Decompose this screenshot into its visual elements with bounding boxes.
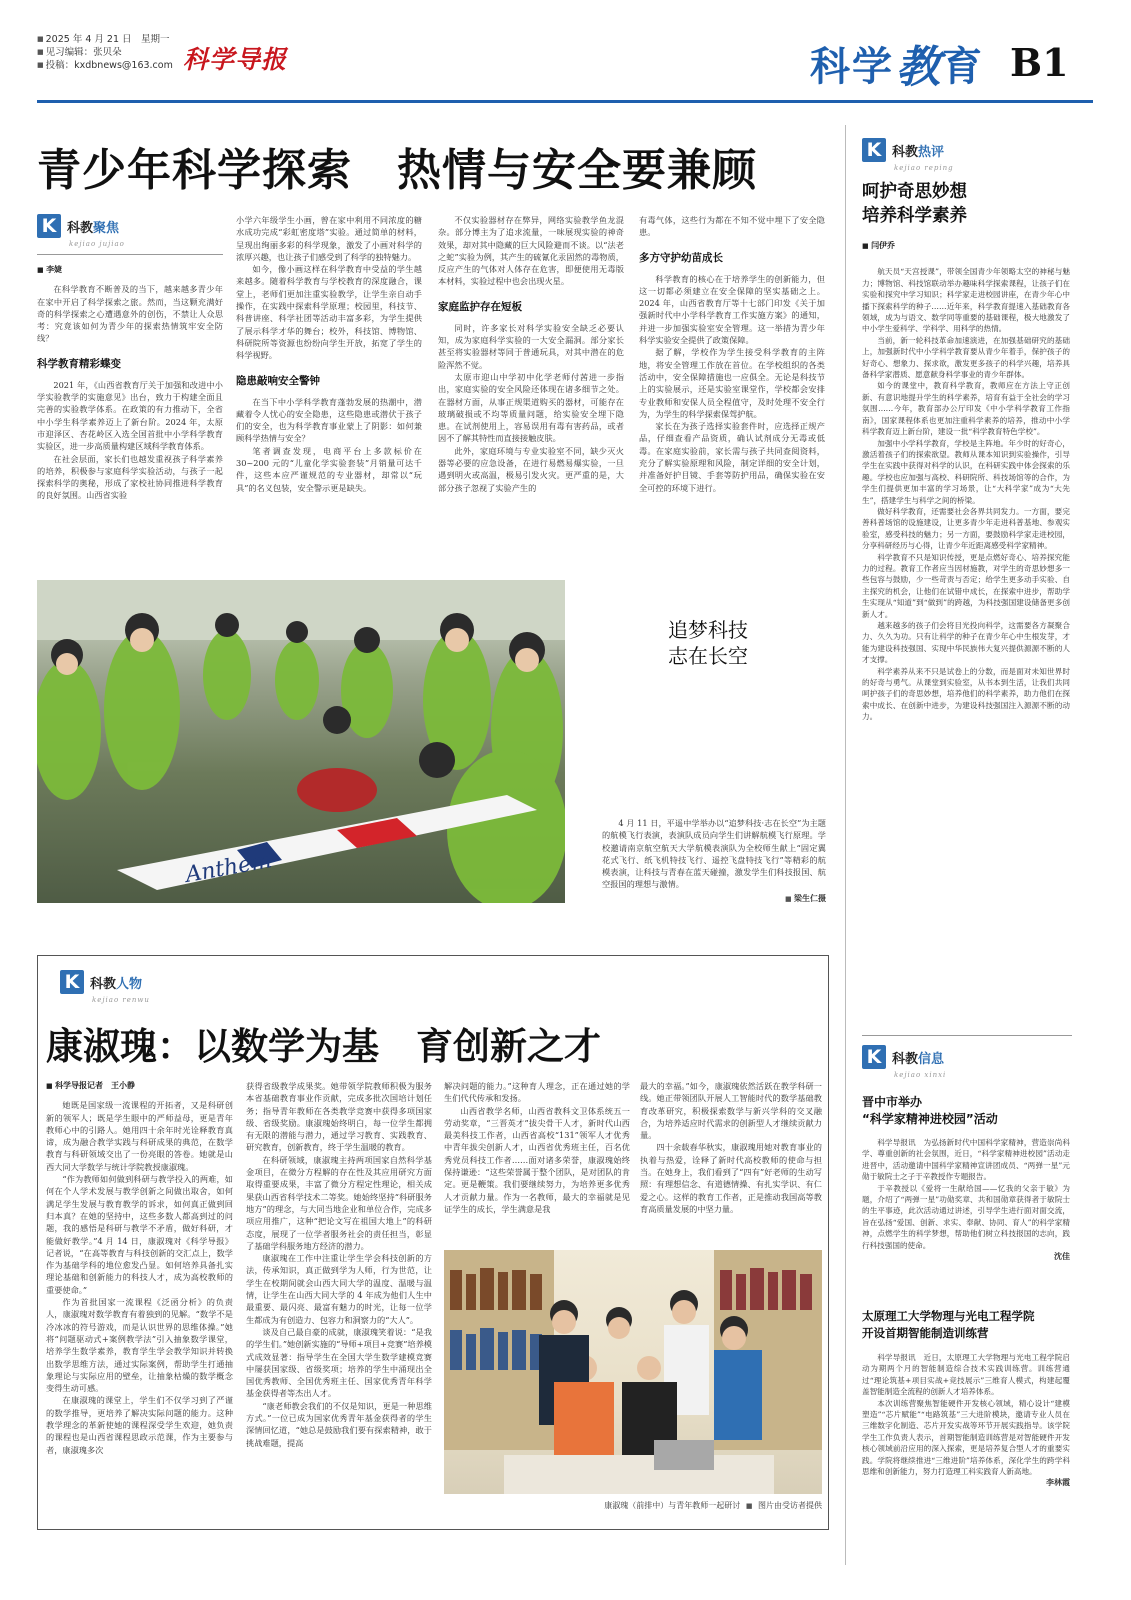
commentary-paragraph: 当前，新一轮科技革命加速演进，在加强基础研究的基础上，加强新时代中小学科学教育要从青少年着手，保护孩子的好奇心、想象力、探求欲，激发更多孩子的科学兴趣，培养具备科学家潜质、愿意献身科学事业的青少年群体。 (862, 335, 1070, 380)
commentary-author: ■ 闫伊乔 (862, 240, 1070, 252)
right-column-divider (845, 125, 846, 1565)
column-label-highlight: 人物 (116, 976, 143, 992)
section-title-part1: 科学 (810, 43, 894, 90)
section-title-part3: 育 (942, 43, 982, 90)
news-divider (862, 1035, 1072, 1036)
column-label-highlight: 信息 (918, 1051, 945, 1067)
main-paragraph: 在科学教育不断普及的当下，越来越多青少年在家中开启了科学探索之旅。然而，当这颗充满好奇的科学探索之心遭遇意外的创伤，不禁让人众思考：究竟该如何为青少年的探索热情筑牢安全防线？ (37, 284, 223, 344)
person-col4 (640, 1080, 822, 1215)
main-col3 (438, 214, 624, 494)
commentary-paragraph: 科学教育不只是知识传授，更是点燃好奇心、培养探究能力的过程。教育工作者应当因材施教，对学生的奇思妙想多一些包容与鼓励，少一些苛责与否定；给学生更多动手实验、自主探究的机会，让他们在试错中成长，在探索中进步，帮助学生实现从“知道”到“做到”的跨越，为科技强国建设储备更多创新人才。 (862, 552, 1070, 619)
news-signature: 沈佳 (1054, 1252, 1070, 1262)
photo-title-line1: 追梦科技 (668, 618, 748, 642)
column-label-highlight: 聚焦 (93, 220, 120, 236)
main-paragraph: 此外，家庭环境与专业实验室不同，缺少灭火器等必要的应急设备，在进行易燃易爆实验，一旦遇到明火或高温，极易引发火灾。更严重的是，大部分孩子忽视了实验产生的 (438, 445, 624, 493)
main-paragraph: 不仅实验器材存在弊异，网络实验教学鱼龙混杂。部分博主为了追求流量，一味展现实验的神奇效果，却对其中隐藏的巨大风险避而不谈。以“法老之蛇”实验为例，其产生的硫氰化汞固然的毒物质，反应产生的气体对人体存在危害，即便使用无毒版本材料，实验过程中也会出现火星。 (438, 215, 624, 287)
news1-title-line2: “科学家精神进校园”活动 (862, 1112, 998, 1126)
person-paragraph: 山西省教学名师，山西省教科文卫体系统五一劳动奖章，“三晋英才”拔尖骨干人才，新时代山西最美科技工作者，山西省高校“131”领军人才优秀中青年拔尖创新人才，山西省优秀班主任，百名优秀党员科技工作者……面对诸多荣誉，康淑瑰始终保持谦逊：“这些荣誉属于整个团队，是对团队的肯定。更是鞭策。我们要继续努力，为培养更多优秀人才贡献力量。作为一名教师，最大的幸福就是见证学生的成长，学生满意是我 (444, 1105, 630, 1214)
photo-scene-illustration (37, 580, 565, 903)
teachers-scene-illustration (444, 1250, 822, 1494)
teachers-photo-caption: 康淑瑰（前排中）与青年教师一起研讨 ■ 图片由受访者提供 (604, 1501, 822, 1510)
commentary-body (862, 240, 1070, 723)
photo-credit: ■ 梁生仁摄 (784, 893, 826, 903)
person-col3 (444, 1080, 630, 1215)
header-info (37, 33, 173, 72)
main-paragraph: 在社会层面，家长们也越发重视孩子科学素养的培养，积极参与家庭科学实验活动，与孩子一起探索科学的奥秘，形成了家校社协同推进科学教育的良好氛围。山西省实验 (37, 453, 223, 501)
news1-body (862, 1137, 1070, 1262)
column-label-focus (37, 214, 223, 255)
person-headline: 康淑瑰：以数学为基 育创新之才 (46, 1025, 601, 1068)
person-paragraph: 最大的幸福。”如今，康淑瑰依然活跃在教学科研一线。她正带领团队开展人工智能时代的数学基础教育改革研究，积极探索数学与新兴学科的交叉融合，为培养适应时代需求的创新型人才继续贡献力量。 (640, 1081, 822, 1141)
k-logo-icon: K (862, 1045, 886, 1069)
main-paragraph: 太原市迎山中学初中化学老师付茜进一步指出，家庭实验的安全风险还体现在诸多细节之处。在器材方面，从事正规渠道购买的器材，可能存在玻璃破损或不均等质量问题，给实验安全埋下隐患。在试剂使用上，容易误用有毒有害药品，或者因不了解其特性而直接接触皮肤。 (438, 371, 624, 444)
section-title (810, 36, 982, 93)
column-label: 科教 (90, 976, 117, 992)
email-line: ■ 投稿：kxdbnews@163.com (37, 59, 173, 72)
commentary-paragraph: 加强中小学科学教育，学校是主阵地。年少时的好奇心，激活着孩子们的探索欲望。教师从课本知识到实验操作，引导学生在实践中获得对科学的认识，在科研实践中体会探索的乐趣。学校也应加强与高校、科研院所、科技场馆等的合作，为学生们提供更加丰富的学习场景，让“大科学家”成为“大先生”，搭建学生与科学之间的桥梁。 (862, 438, 1070, 505)
main-paragraph: 小学六年级学生小画，曾在家中利用不同浓度的糖水成功完成“彩虹密度塔”实验。通过简单的材料，呈现出绚丽多彩的科学现象，激发了小画对科学的浓厚兴趣，也让孩子们感受到了科学的独特魅力。 (236, 215, 422, 262)
commentary-title (862, 180, 967, 228)
column-pinyin: kejiao renwu (92, 996, 150, 1004)
masthead-logo: 科学导报 (183, 45, 288, 74)
news1-title-line1: 晋中市举办 (862, 1095, 923, 1109)
main-paragraph: 笔者调查发现，电商平台上多款标价在 30~200 元的“儿童化学实验套装”月销量可达千件，这些本应严谨规范的专业器材，却常以“玩具”的名义包装，安全警示更是缺失。 (236, 445, 422, 493)
column-pinyin: kejiao jujiao (69, 240, 125, 248)
main-col4 (639, 214, 825, 494)
photo-caption: 康淑瑰（前排中）与青年教师一起研讨 (604, 1501, 741, 1510)
commentary-title-line2: 培养科学素养 (862, 206, 967, 226)
subheading: 科学教育精彩蝶变 (37, 357, 121, 370)
plane-text: Anthem (183, 848, 274, 888)
news2-title (862, 1308, 1035, 1342)
news-paragraph: 科学导报讯 为弘扬新时代中国科学家精神，营造崇尚科学、尊重创新的社会氛围，近日，“科学家精神进校园”活动走进晋中，活动邀请中国科学家精神宣讲团成员、“两弹一星”元勋于敏院士之子于辛教授作专题报告。 (862, 1138, 1070, 1182)
editor-line: ■ 见习编辑：张贝朵 (37, 46, 173, 59)
column-label-commentary (862, 138, 954, 172)
person-col2 (246, 1080, 432, 1449)
column-label: 科教 (67, 220, 94, 236)
person-paragraph: 康淑瑰在工作中注重让学生学会科技创新的方法，传承知识，真正做到学为人师，行为世范，让学生在校期间就会山西大同大学的温度、温暖与温情，让学生在山西大同大学的 4 年成为他们人生中最重要、最闪亮、最富有魅力的时光，让每一位学生都成为有创造力、包容力和洞察力的“大人”。 (246, 1253, 432, 1325)
news-paragraph: 于辛教授以《爱将一生献给国——忆我的父亲于敏》为题，介绍了“两弹一星”功勋奖章、共和国勋章获得者于敏院士的生平事迹，此次活动通过讲述，引导学生进行面对面交流，旨在弘扬“爱国、创新、求实、奉献、协同、育人”的科学家精神，点燃学生的科学梦想，帮助他们树立科技报国的志向，践行科技强国的使命。 (862, 1183, 1070, 1250)
aviation-photo (37, 580, 565, 903)
column-pinyin: kejiao reping (894, 164, 954, 172)
photo-feature-title (668, 617, 748, 669)
person-paragraph: 在康淑瑰的课堂上，学生们不仅学习到了严谨的数学推导，更培养了解决实际问题的能力。这种教学理念的革新使她的课程深受学生欢迎，她负责的课程也是山西省课程思政示范课，作为主要参与者，康淑瑰多次 (46, 1395, 233, 1455)
main-paragraph: 家长在为孩子选择实验套件时，应选择正规产品，仔细查看产品资质，确认试剂成分无毒或低毒。在家庭实验前，家长需与孩子共同查阅资料，充分了解实验原理和风险，制定详细的安全计划，并准备好护目镜、手套等防护用品，确保实验在安全可控的环境下进行。 (639, 421, 825, 493)
person-byline: ■ 科学导报记者 王小静 (46, 1080, 233, 1092)
main-col1 (37, 264, 223, 502)
person-paragraph: 四十余载春华秋实，康淑瑰用她对教育事业的执着与热爱，诠释了新时代高校教师的使命与担当。在她身上，我们看到了“四有”好老师的生动写照：有理想信念、有道德情操、有扎实学识、有仁爱之心。这样的教育工作者，正是推动我国高等教育高质量发展的中坚力量。 (640, 1142, 822, 1214)
column-label: 科教 (892, 1051, 919, 1067)
person-paragraph: “作为教师如何做到科研与教学投入的两难，如何在个人学术发展与教学创新之间做出取舍，如何满足学生发展与教育教学的诉求，如何真正做到回归本真？在她的坚持中，这些多数人都高到过的问题，我的感悟是科研与教学不矛盾，做好科研，才能做好教学。”4 月 14 日，康淑瑰对《科学导报》记者说，“在高等教育与科技创新的交汇点上，数学作为基础学科的地位愈发凸显。如何培养具备扎实理论基础和创新能力的科技人才，成为高校教师的重要使命。” (46, 1174, 233, 1295)
photo-caption: 4 月 11 日，平遥中学举办以“追梦科技·志在长空”为主题的航模飞行表演，表演队成员向学生们讲解航模飞行原理。学校邀请南京航空航天大学航模表演队为全校师生献上“固定翼花式飞行、纸飞机特技飞行、遥控飞盘特技飞行”等精彩的航模表演，让科技与青春在蓝天碰撞，激发学生们科技报国、航空报国的理想与激情。 (602, 818, 826, 890)
k-logo-icon: K (60, 970, 84, 994)
main-col2 (236, 214, 422, 494)
main-paragraph: 据了解，学校作为学生接受科学教育的主阵地，将安全管理工作放在首位。在学校组织的各类活动中，安全保障措施也一应俱全。无论是科技节上的实验展示，还是实验室课堂作，学校都会安排专业教师和安保人员全程值守，及时处理不安全行为，为学生的科学探索保驾护航。 (639, 347, 825, 419)
main-paragraph: 在当下中小学科学教育蓬勃发展的热潮中，潜藏着令人忧心的安全隐患，这些隐患或潜伏于孩子们的安全，也为科学教育事业蒙上了阴影：如何兼顾科学热情与安全？ (236, 396, 422, 444)
person-col1 (46, 1080, 233, 1456)
photo-credit: 图片由受访者提供 (758, 1501, 822, 1510)
person-paragraph: 谈及自己最自豪的成就，康淑瑰笑着说：“是我的学生们。”她创新实施的“导师+项目+竞赛”培养模式成效显著：指导学生在全国大学生数学建模竞赛中屡获国家级、省级奖项；培养的学生中涌现出全国优秀教师、全国优秀班主任、国家优秀青年科学基金获得者等杰出人才。 (246, 1326, 432, 1399)
header-rule (37, 100, 1093, 103)
commentary-paragraph: 如今的课堂中，教育科学教育，教师应在方法上守正创新、有意识地提升学生的科学素养，培育有益于全社会的学习氛围……今年，教育部办公厅印发《中小学科学教育工作指南》，国家课程体系也更加注重科学素养的培养，推动中小学科学教育迈上新台阶，建设一批“科学教育特色学校”。 (862, 381, 1070, 437)
main-paragraph: 科学教育的核心在于培养学生的创新能力，但这一切都必须建立在安全保障的坚实基础之上。2024 年，山西省教育厅等十七部门印发《关于加强新时代中小学科学教育工作实施方案》的通知，并进一步加强实验室安全管理。这一举措为青少年科学实验安全提供了政策保障。 (639, 273, 825, 346)
main-paragraph: 如今，像小画这样在科学教育中受益的学生越来越多。随着科学教育与学校教育的深度融合，课堂上，老师们更加注重实验教学，让学生亲自动手操作，在实践中探索科学原理；校园里，科技节、科普讲座、科学社团等活动丰富多彩，为学生提供了展示科学才华的舞台；校外，科技馆、博物馆、科研院所等资源也纷纷向学生开放，拓宽了学生的科学视野。 (236, 264, 422, 361)
news1-title (862, 1094, 998, 1128)
section-title-part2: 教 (896, 42, 940, 93)
teachers-photo (444, 1250, 822, 1494)
date-line: ■ 2025 年 4 月 21 日 星期一 (37, 33, 173, 46)
photo-title-line2: 志在长空 (668, 644, 748, 668)
news2-title-line1: 太原理工大学物理与光电工程学院 (862, 1309, 1035, 1323)
commentary-paragraph: 科学素养从来不只是试卷上的分数，而是面对未知世界时的好奇与勇气。从课堂到实验室，从书本到生活，让我们共同呵护孩子们的奇思妙想，培养他们的科学素养，助力他们在探索中成长、在创新中进步，为建设科技强国注入源源不断的动力。 (862, 666, 1070, 722)
main-paragraph: 2021 年，《山西省教育厅关于加强和改进中小学实验教学的实施意见》出台，致力于构建全面且完善的实验教学体系。在政策的有力推动下，全省中小学生科学素养迈上了新台阶。2024 年，太原市迎泽区、杏花岭区入选全国首批中小学科学教育实验区，进一步高质量构建区域科学教育体系。 (37, 379, 223, 452)
news2-title-line2: 开设首期智能制造训练营 (862, 1326, 989, 1340)
subheading: 家庭监护存在短板 (438, 300, 522, 313)
person-paragraph: 她既是国家级一流课程的开拓者，又是科研创新的领军人；既是学生眼中的严师益母，更是青年教师心中的引路人。她用四十余年时光诠释教育真谛，成为融合教学实践与科研成果的典范，在数学教育与科研领域交出了一份亮眼的答卷。她就是山西大同大学数学与统计学院教授康淑瑰。 (46, 1100, 233, 1172)
news2-body (862, 1352, 1070, 1489)
main-paragraph: 有毒气体，这些行为都在不知不觉中埋下了安全隐患。 (639, 215, 825, 238)
news-paragraph: 科学导报讯 近日，太原理工大学物理与光电工程学院启动为期两个月的智能制造综合技术实践训练营。训练营通过“理论筑基+项目实战+竞技展示”三维育人模式，构建起覆盖智能制造全流程的创新人才培养体系。 (862, 1353, 1070, 1397)
page-number: B1 (1010, 40, 1069, 85)
person-paragraph: 解决问题的能力。”这种育人理念，正在通过她的学生们代代传承和发扬。 (444, 1081, 630, 1104)
person-paragraph: 作为首批国家一流课程《泛函分析》的负责人，康淑瑰对数学教育有着独到的见解。“数学不是冷冰冰的符号游戏，而是认识世界的思维体操。”她将“问题驱动式+案例教学法”引入抽象数学课堂，培养学生数学素养，教育学生学会教学知识并转换出数学思维方法，通过实际案例，帮助学生打通抽象理论与实际应用的壁垒，让抽象枯燥的数学概念变得生动可感。 (46, 1297, 233, 1394)
subheading: 隐患敲响安全警钟 (236, 374, 320, 387)
main-author: ■ 李婕 (37, 264, 223, 276)
photo-caption-box (602, 817, 826, 905)
main-headline: 青少年科学探索 热情与安全要兼顾 (37, 145, 757, 196)
commentary-title-line1: 呵护奇思妙想 (862, 182, 967, 202)
column-label: 科教 (892, 144, 919, 160)
main-paragraph: 同时，许多家长对科学实验安全缺乏必要认知，成为家庭科学实验的一大安全漏洞。部分家长甚至将实验器材等同于普通玩具，对其中潜在的危险浑然不觉。 (438, 322, 624, 370)
subheading: 多方守护幼苗成长 (639, 251, 723, 264)
commentary-paragraph: 做好科学教育，还需要社会各界共同发力。一方面，要完善科普场馆的设施建设，让更多青少年走进科普基地、参观实验室，感受科技的魅力；另一方面，要鼓励科学家走进校园，分享科研经历与心得，让青少年近距离感受科学家精神。 (862, 506, 1070, 551)
k-logo-icon: K (862, 138, 886, 162)
column-label-person (60, 970, 150, 1004)
commentary-paragraph: 航天员“天宫授课”，带领全国青少年领略太空的神秘与魅力；博物馆、科技馆联动举办趣味科学探索课程，让孩子们在实验和探究中学习知识；科学家走进校园讲座，在青少年心中播下探索科学的种子……近年来，科学教育提速入基础教育各领域，成为与语文、数学同等重要的基础课程，极大地激发了中小学生爱科学、学科学、用科学的热情。 (862, 267, 1070, 334)
news-signature: 李林霞 (1046, 1478, 1070, 1488)
k-logo-icon: K (37, 214, 61, 238)
column-label-news (862, 1045, 946, 1079)
person-paragraph: “康老师教会我们的不仅是知识，更是一种思维方式。”一位已成为国家优秀青年基金获得者的学生深情回忆道，“她总是鼓励我们要有探索精神，敢于挑战难题，提高 (246, 1400, 432, 1448)
column-pinyin: kejiao xinxi (894, 1071, 947, 1079)
person-paragraph: 获得省级教学成果奖。她带领学院教师积极为服务本省基础教育事业作贡献，完成多批次国培计划任务；指导青年教师在各类教学竞赛中获得多项国家级、省级奖励。康淑瑰始终明白，每一位学生都拥有无限的潜能与潜力，通过学习教育、实践教育、研究教育，创新教育，终于学生温暖的教育。 (246, 1081, 432, 1153)
person-paragraph: 在科研领域，康淑瑰主持两项国家自然科学基金项目，在微分方程解的存在性及其应用研究方面取得重要成果，丰富了微分方程定性理论，相关成果获山西省科学技术二等奖。她始终坚持“科研服务地方”的理念，与大同当地企业和单位合作，完成多项应用推广，这种“把论文写在祖国大地上”的科研态度，展现了一位学者服务社会的责任担当，彰显了基础学科服务地方经济的潜力。 (246, 1154, 432, 1251)
commentary-paragraph: 越来越多的孩子们会将目光投向科学，这需要各方凝聚合力、久久为功。只有让科学的种子在青少年心中生根发芽，才能为建设科技强国、实现中华民族伟大复兴提供源源不断的人才支撑。 (862, 621, 1070, 665)
column-label-highlight: 热评 (918, 144, 945, 160)
news-paragraph: 本次训练营聚焦智能硬件开发核心领域，精心设计“建模塑造”“芯片赋能”“电路筑基”三大进阶模块，邀请专业人员在三维数字化制造、芯片开发实战等环节开展实践指导。该学院学生工作负责人表示，首期智能制造训练营是对智能硬件开发核心领域前沿应用的深入探索，更是培养复合型人才的重要实践。学院将继续推进“三维进阶”培养体系，深化学生的跨学科思维和创新能力，努力打造理工科实践育人新高地。 (862, 1398, 1070, 1477)
